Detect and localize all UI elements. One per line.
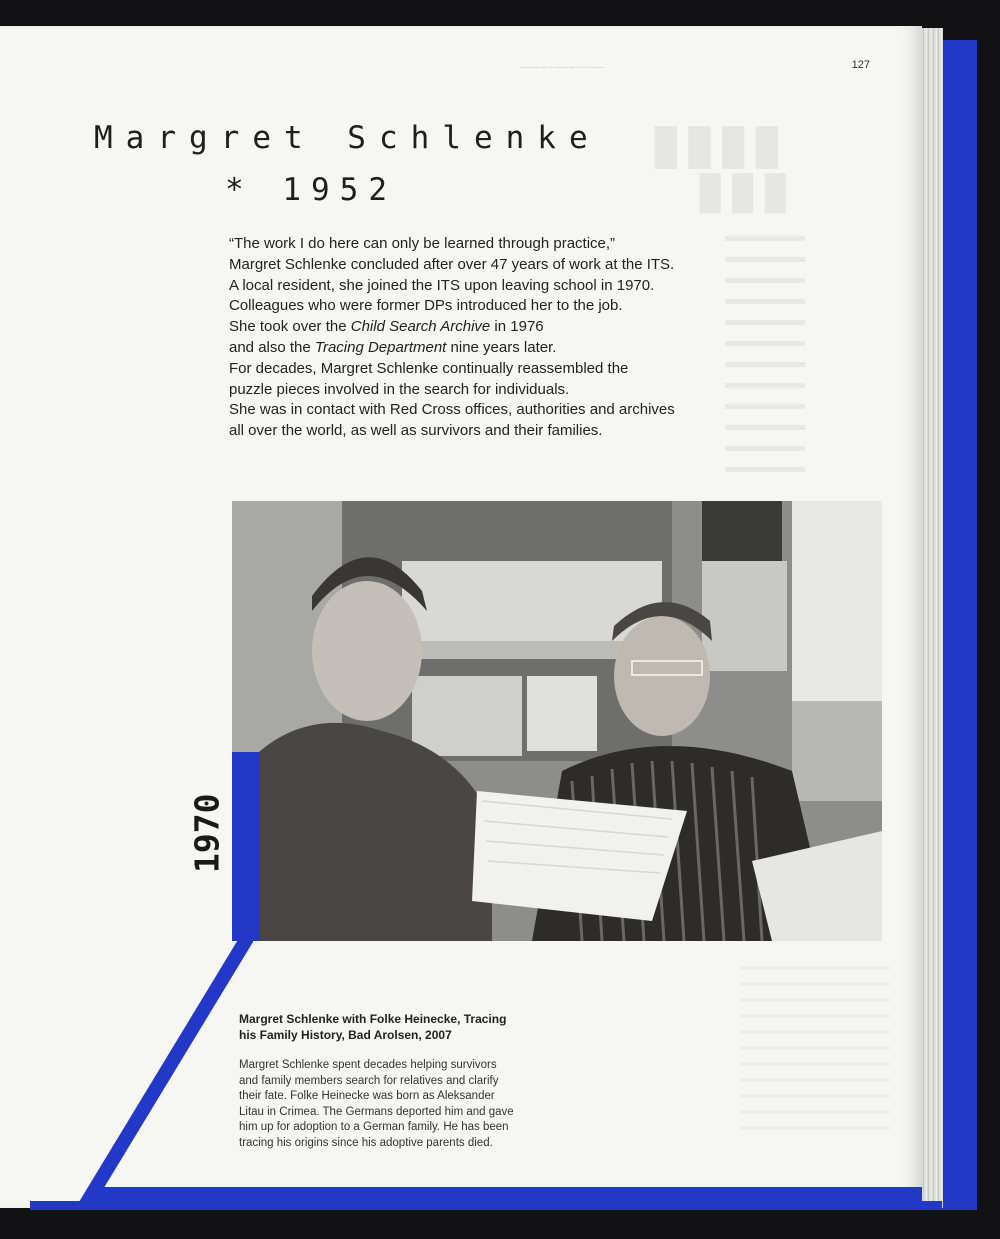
show-through-heading: ████ [655,128,790,169]
intro-line: Margret Schlenke concluded after over 47 years of work at the ITS. [229,255,675,273]
photo-caption-title [239,1011,539,1043]
page-bottom-edge [30,1201,942,1210]
intro-line: For decades, Margret Schlenke continually reassembled the [229,359,629,377]
book-page [0,26,922,1208]
caption-title-line: Margret Schlenke with Folke Heinecke, Tracing [239,1012,507,1026]
intro-paragraph [229,234,749,442]
intro-line: puzzle pieces involved in the search for individuals. [229,380,570,398]
intro-emphasis: Tracing Department [314,338,447,356]
person-name-heading: Margret Schlenke [94,120,601,156]
running-header: ———————————— [520,62,605,73]
photograph [232,501,882,941]
intro-emphasis: Child Search Archive [350,318,491,336]
photo-caption-body [239,1058,559,1151]
intro-line [229,338,749,359]
intro-line: Colleagues who were former DPs introduced her to the job. [229,297,623,315]
intro-line: “The work I do here can only be learned through practice,” [229,235,616,252]
intro-text: and also the [229,338,315,356]
caption-body-line: their fate. Folke Heinecke was born as Aleksander [239,1090,495,1102]
caption-body-line: him up for adoption to a German family. He has been [239,1121,509,1133]
intro-text: She took over the [229,318,351,336]
caption-body-line: and family members search for relatives and clarify [239,1074,499,1087]
photograph-illustration [232,501,882,941]
caption-body-line: Margret Schlenke spent decades helping survivors [239,1059,497,1071]
year-accent-bar [232,752,260,941]
intro-line: She was in contact with Red Cross offices, authorities and archives [229,401,675,419]
intro-line: A local resident, she joined the ITS upon leaving school in 1970. [229,276,655,294]
caption-body-line: Litau in Crimea. The Germans deported him and gave [239,1105,514,1118]
caption-title-line: his Family History, Bad Arolsen, 2007 [239,1028,452,1042]
show-through-subheading: ███ [700,174,798,214]
show-through-caption [740,966,890,1136]
intro-text: nine years later. [446,338,557,356]
caption-body-line: tracing his origins since his adoptive parents died. [239,1136,493,1149]
intro-line: all over the world, as well as survivors and their families. [229,422,603,440]
page-number: 127 [851,59,870,71]
intro-line [229,317,749,338]
birth-year: * 1952 [225,172,397,208]
intro-text: in 1976 [490,318,544,336]
year-label: 1970 [187,793,227,873]
